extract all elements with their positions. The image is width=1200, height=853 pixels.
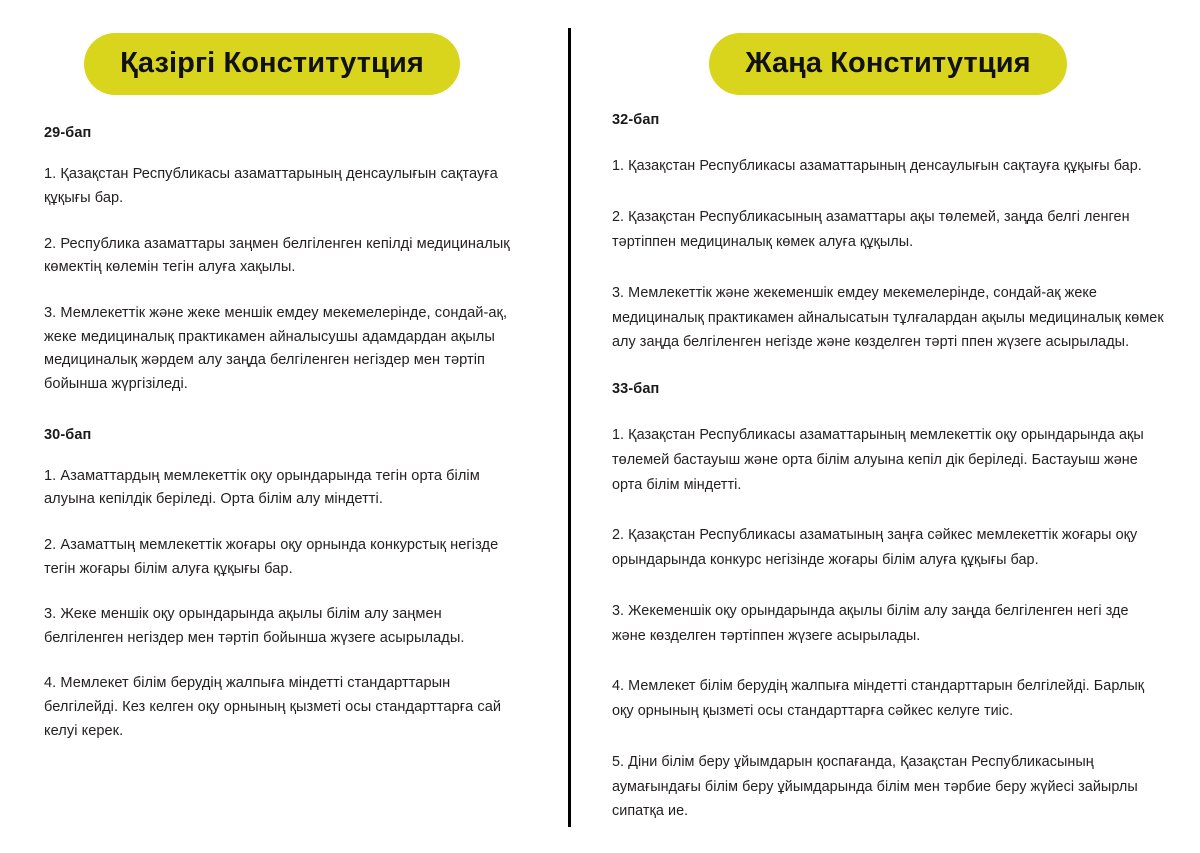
clause: 3. Жекеменшік оқу орындарында ақылы білім алу заңда белгіленген негі зде және көзделген тәртіппен жүзеге асырылады. bbox=[612, 602, 1129, 644]
article-heading-32: 32-бап bbox=[612, 112, 660, 129]
clause: 4. Мемлекет білім берудің жалпыға міндетті стандарттарын белгілейді. Кез келген оқу орнының қызметі осы стандарттарға сай келуі керек. bbox=[44, 675, 502, 739]
article-heading-33: 33-бап bbox=[612, 381, 660, 398]
article-30 bbox=[44, 427, 512, 744]
article-29 bbox=[44, 125, 512, 396]
article-32 bbox=[612, 112, 1164, 355]
clause: 4. Мемлекет білім берудің жалпыға міндетті стандарттарын белгілейді. Барлық оқу орнының қызметі осы стандарттарға сәйкес келуге тиіс. bbox=[612, 678, 1145, 720]
column-current-constitution bbox=[0, 0, 568, 853]
clause: 1. Қазақстан Республикасы азаматтарының денсаулығын сақтауға құқығы бар. bbox=[44, 166, 498, 207]
badge-row-right bbox=[612, 0, 1164, 95]
badge-current-constitution: Қазіргі Конститутция bbox=[84, 33, 460, 95]
badge-row-left bbox=[44, 0, 512, 95]
clause: 2. Қазақстан Республикасының азаматтары ақы төлемей, заңда белгі ленген тәртіппен медициналық көмек алуға құқылы. bbox=[612, 209, 1130, 250]
clause: 1. Қазақстан Республикасы азаматтарының денсаулығын сақтауға құқығы бар. bbox=[612, 158, 1142, 175]
clause: 2. Қазақстан Республикасы азаматының заңға сәйкес мемлекеттік жоғары оқу орындарында конкурс негізінде жоғары білім алуға құқығы бар. bbox=[612, 527, 1138, 569]
article-heading-29: 29-бап bbox=[44, 125, 92, 142]
articles-current-constitution bbox=[44, 95, 512, 743]
clause: 3. Жеке меншік оқу орындарында ақылы білім алу заңмен белгіленген негіздер мен тәртіп бойынша жүзеге асырылады. bbox=[44, 606, 465, 646]
clause: 3. Мемлекеттік және жеке меншік емдеу мекемелерінде, сондай-ақ, жеке медициналық практикамен айналысушы адамдардан ақылы медициналық жәрдем алу заңда белгіленген негіздер мен тәртіп бойынша жүргізіледі. bbox=[44, 305, 508, 392]
badge-new-constitution: Жаңа Конститутция bbox=[709, 33, 1066, 95]
column-new-constitution bbox=[568, 0, 1200, 853]
clause: 1. Қазақстан Республикасы азаматтарының мемлекеттік оқу орындарында ақы төлемей бастауыш және орта білім алуына кепіл дік беріледі. Бастауыш және орта білім міндетті. bbox=[612, 427, 1144, 493]
clause: 5. Діни білім беру ұйымдарын қоспағанда, Қазақстан Республикасының аумағындағы білім беру ұйымдарында білім мен тәрбие беру жүйесі зайырлы сипатқа ие. bbox=[612, 753, 1138, 820]
article-heading-30: 30-бап bbox=[44, 426, 92, 443]
clause: 1. Азаматтардың мемлекеттік оқу орындарында тегін орта білім алуына кепілдік беріледі. Орта білім алу міндетті. bbox=[44, 467, 480, 508]
article-33 bbox=[612, 381, 1164, 824]
clause: 2. Республика азаматтары заңмен белгіленген кепілді медициналық көмектің көлемін тегін алуға хақылы. bbox=[44, 235, 510, 276]
articles-new-constitution bbox=[612, 95, 1164, 824]
clause: 3. Мемлекеттік және жекеменшік емдеу мекемелерінде, сондай-ақ жеке медициналық практикамен айналысатын тұлғалардан ақылы медициналық көмек алу заңда белгіленген негізде және көзделген тәрті ппен жүзеге асырылады. bbox=[612, 284, 1164, 351]
clause: 2. Азаматтың мемлекеттік жоғары оқу орнында конкурстық негізде тегін жоғары білім алуға құқығы бар. bbox=[44, 536, 499, 577]
